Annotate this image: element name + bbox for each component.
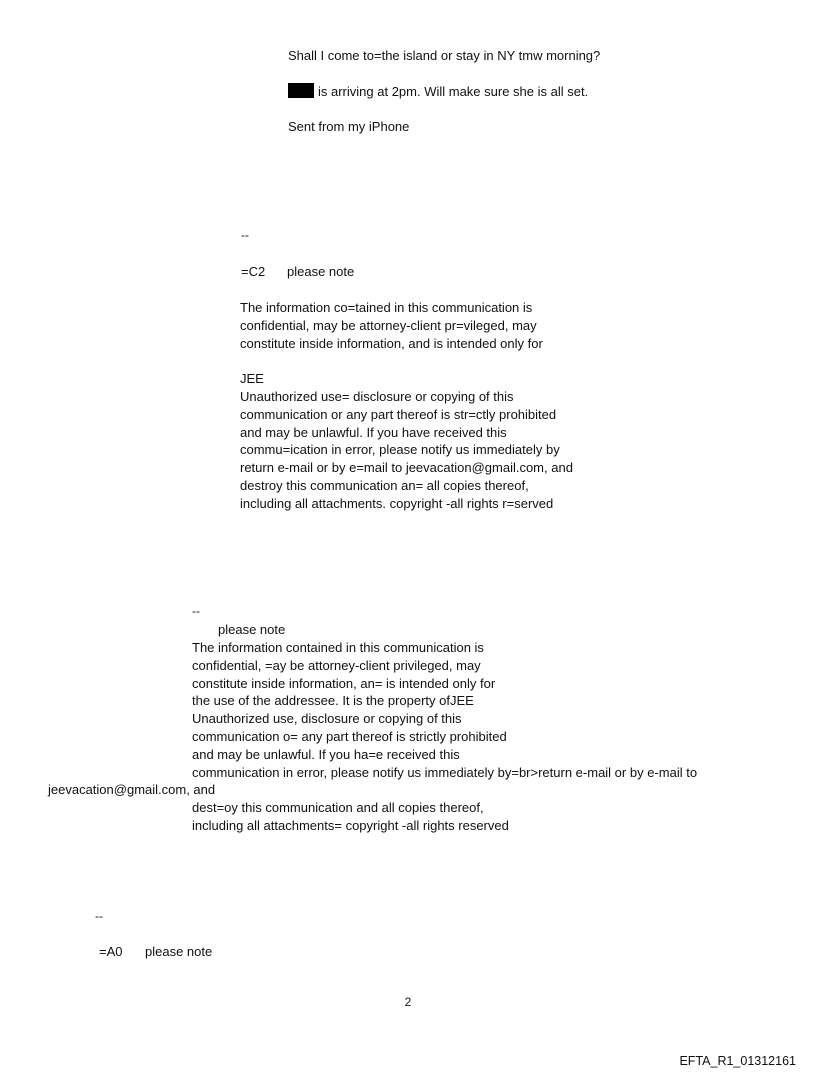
notice2-line: communication in error, please notify us immediately by=br>return e-mail or by e-mail to [192, 764, 698, 780]
notice2-separator: -- [192, 604, 200, 618]
notice2-wrap-line: jeevacation@gmail.com, and [48, 782, 216, 797]
notice2-line: The information contained in this communication is [192, 640, 484, 655]
notice1-separator: -- [241, 228, 249, 242]
notice1-body [240, 299, 573, 513]
notice2-line: the use of the addressee. It is the property ofJEE [192, 693, 474, 709]
notice2-line: including all attachments= copyright -all rights reserved [192, 817, 509, 833]
notice2-body [192, 639, 697, 781]
redaction-box [288, 83, 314, 98]
notice1-heading: please note [287, 264, 355, 279]
reply-block [288, 47, 600, 136]
notice2-line: and may be unlawful. If you ha=e received this [192, 746, 460, 762]
notice2-heading: please note [218, 622, 286, 637]
notice1-line: JEE [240, 371, 264, 387]
notice1-line: constitute inside information, and is intended only for [240, 335, 543, 351]
reply-arrival: is arriving at 2pm. Will make sure she is all set. [318, 83, 589, 99]
bates-number: EFTA_R1_01312161 [679, 1054, 796, 1068]
notice2-body-end [192, 799, 509, 835]
notice2-line: communication o= any part thereof is strictly prohibited [192, 728, 507, 744]
notice2-line: confidential, =ay be attorney-client privileged, may [192, 657, 481, 673]
notice1-line: confidential, may be attorney-client pr=vileged, may [240, 317, 537, 333]
reply-question: Shall I come to=the island or stay in NY tmw morning? [288, 48, 601, 63]
notice2-line: Unauthorized use, disclosure or copying of this [192, 711, 462, 727]
reply-signature: Sent from my iPhone [288, 119, 410, 135]
notice1-line: and may be unlawful. If you have received this [240, 424, 507, 440]
notice3-separator: -- [95, 909, 103, 923]
notice2-line: constitute inside information, an= is intended only for [192, 675, 496, 691]
notice1-line: commu=ication in error, please notify us immediately by [240, 442, 560, 458]
notice1-line: Unauthorized use= disclosure or copying of this [240, 388, 514, 404]
notice1-line: return e-mail or by e=mail to jeevacation@gmail.com, and [240, 460, 573, 476]
notice3-heading: please note [145, 944, 213, 959]
page-number: 2 [404, 995, 412, 1009]
notice3-code: =A0 [99, 944, 123, 959]
notice1-line: communication or any part thereof is str=ctly prohibited [240, 406, 557, 422]
notice2-line: dest=oy this communication and all copies thereof, [192, 800, 484, 815]
notice3-heading-line [99, 943, 212, 961]
reply-arrival-line [288, 83, 600, 101]
notice1-line: including all attachments. copyright -all rights r=served [240, 495, 554, 511]
notice1-heading-line [241, 263, 354, 281]
notice1-line: The information co=tained in this communication is [240, 300, 533, 315]
notice1-code: =C2 [241, 264, 266, 279]
notice1-line: destroy this communication an= all copies thereof, [240, 477, 529, 493]
